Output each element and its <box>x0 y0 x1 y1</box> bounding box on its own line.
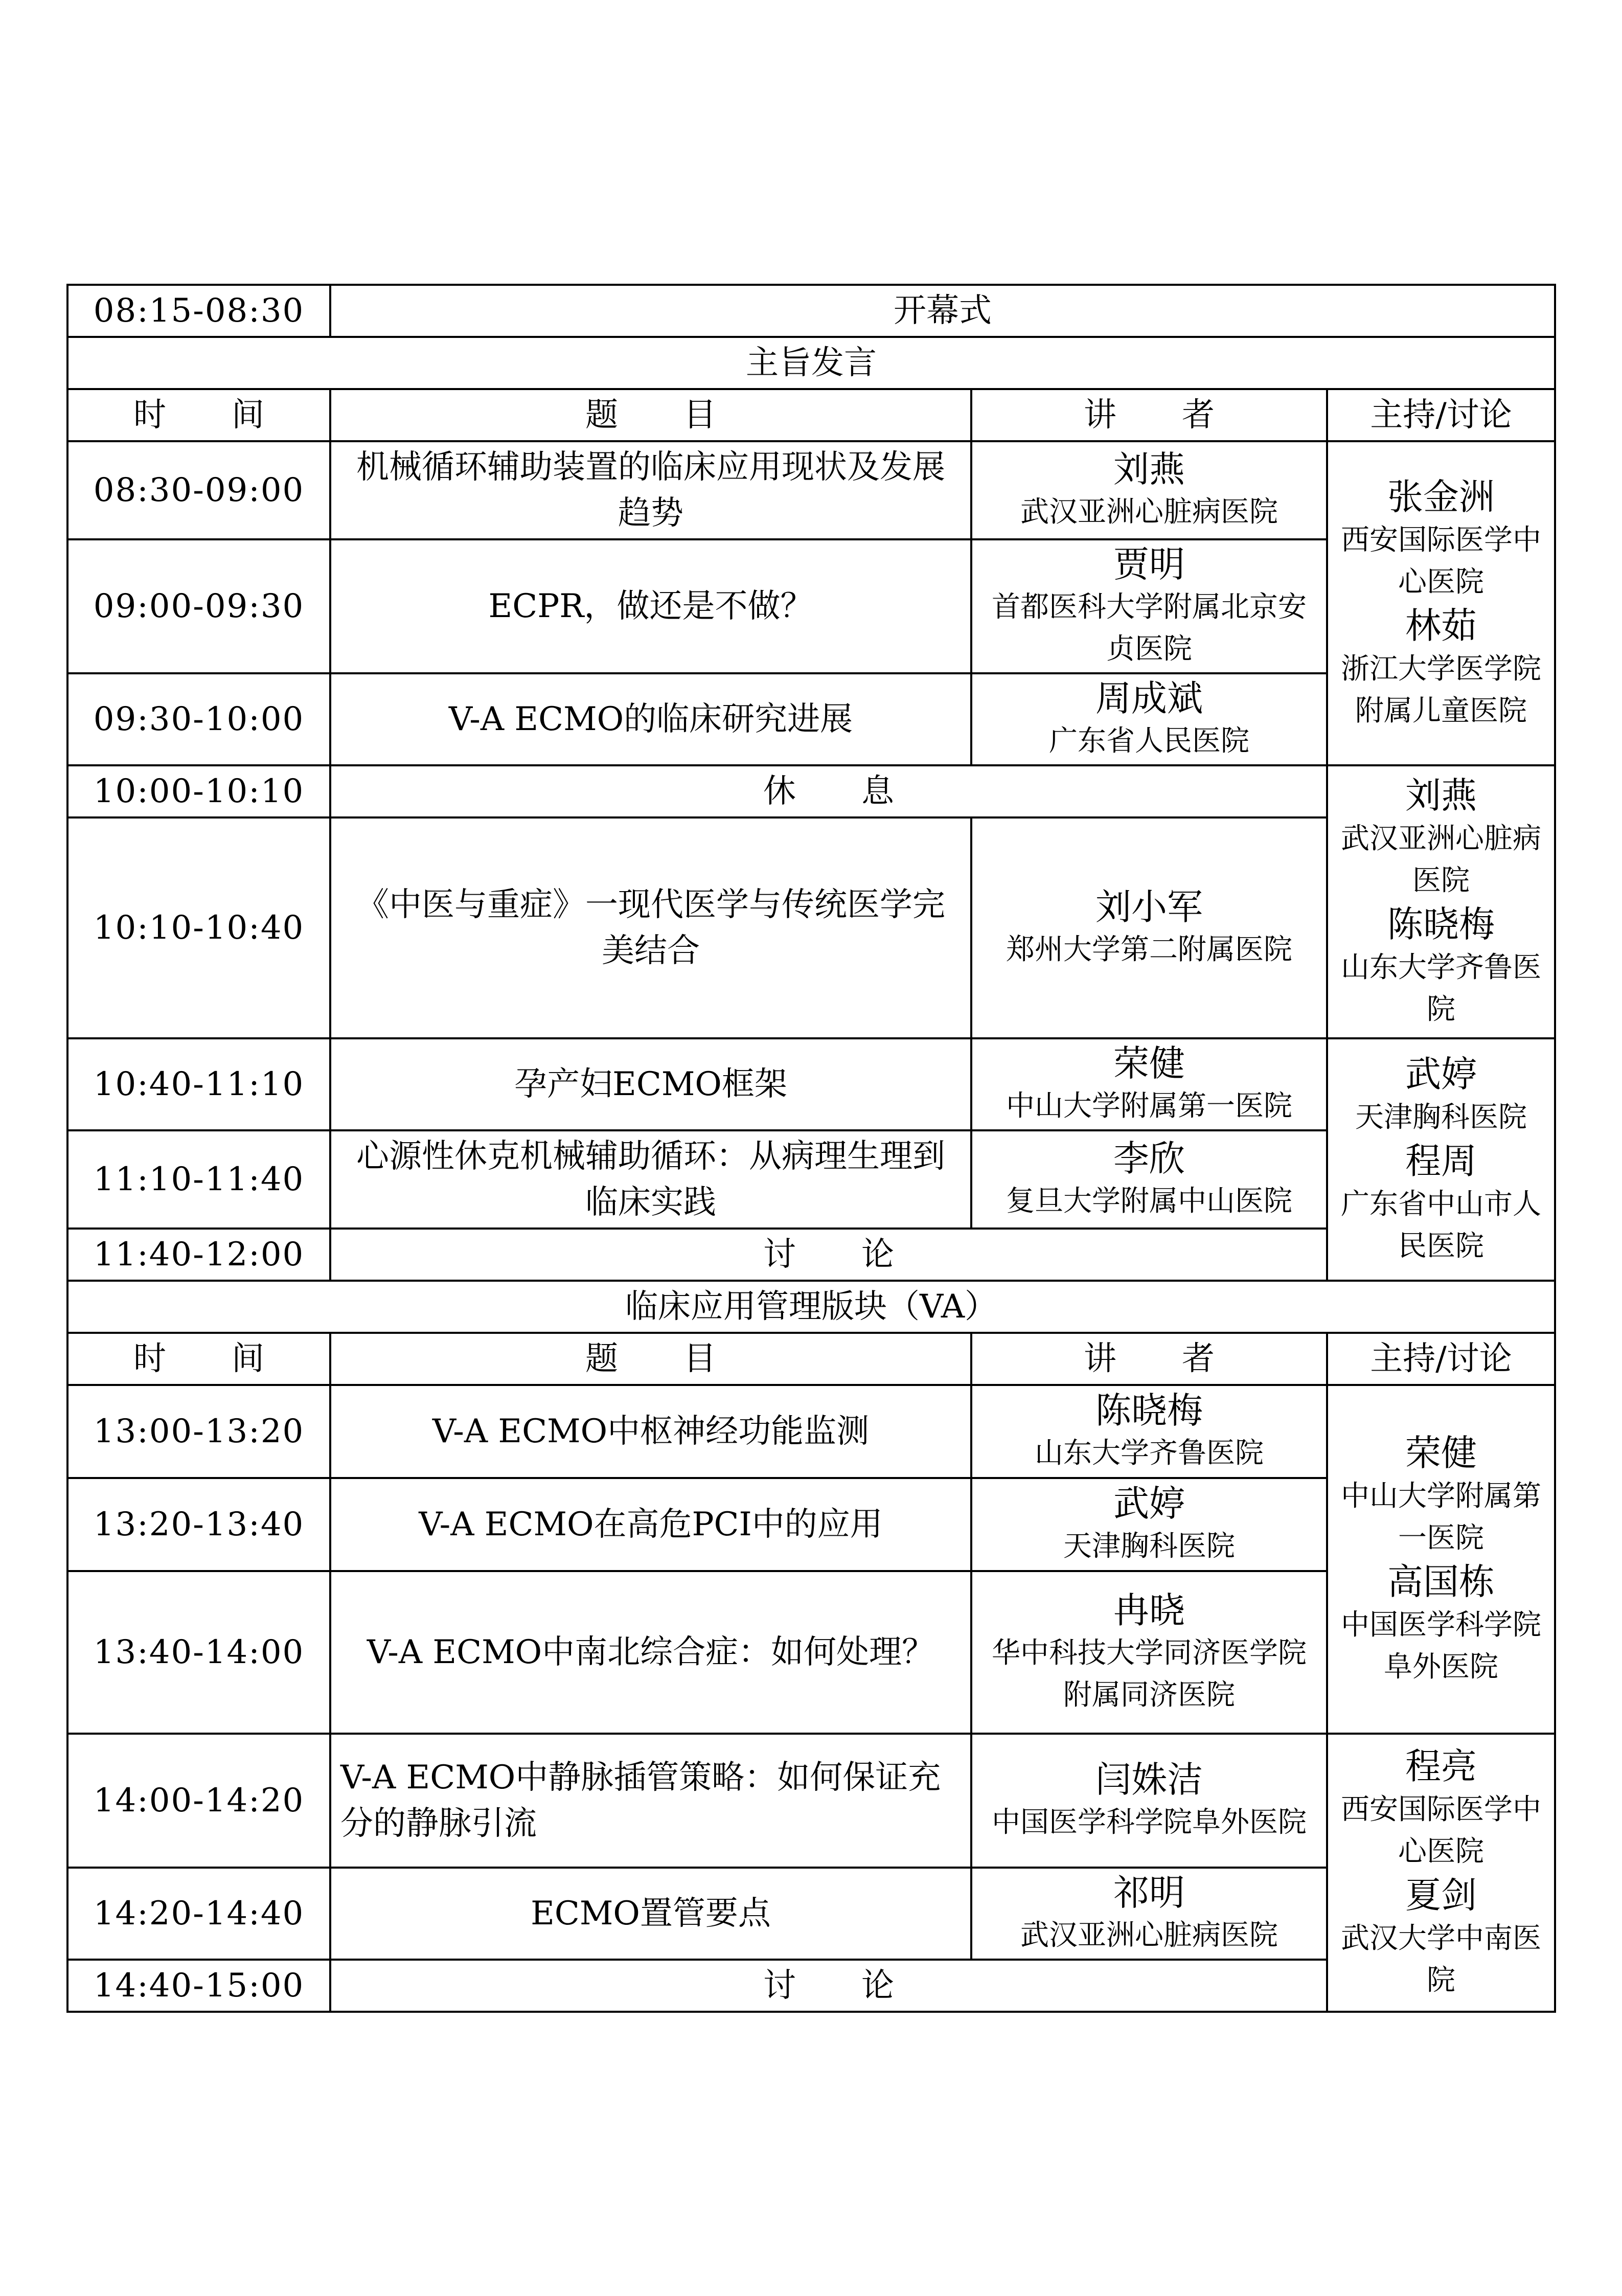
table-row <box>67 765 1555 817</box>
speaker-cell <box>971 673 1327 765</box>
speaker-org: 华中科技大学同济医学院附属同济医院 <box>992 1636 1307 1712</box>
host-name: 林茹 <box>1405 605 1477 647</box>
host-org: 西安国际医学中心医院 <box>1341 1793 1541 1868</box>
time-cell: 10:10-10:40 <box>67 817 330 1038</box>
host-name: 武婷 <box>1405 1053 1477 1095</box>
header-row <box>67 389 1555 441</box>
time-cell: 13:00-13:20 <box>67 1385 330 1478</box>
speaker-org: 广东省人民医院 <box>1049 724 1249 758</box>
topic-cell: 孕产妇ECMO框架 <box>330 1038 971 1130</box>
speaker-cell <box>971 539 1327 673</box>
topic-cell: 心源性休克机械辅助循环：从病理生理到临床实践 <box>330 1130 971 1229</box>
time-cell: 09:00-09:30 <box>67 539 330 673</box>
column-header-time: 时 间 <box>67 1333 330 1385</box>
speaker-org: 首都医科大学附属北京安贞医院 <box>992 590 1307 666</box>
host-org: 武汉亚洲心脏病医院 <box>1341 822 1541 897</box>
column-header-topic: 题 目 <box>330 1333 971 1385</box>
speaker-cell <box>971 1868 1327 1960</box>
time-cell: 11:10-11:40 <box>67 1130 330 1229</box>
host-cell <box>1327 1385 1555 1734</box>
speaker-cell <box>971 1734 1327 1868</box>
speaker-org: 武汉亚洲心脏病医院 <box>1020 1919 1278 1952</box>
time-cell: 10:00-10:10 <box>67 765 330 817</box>
discussion-cell: 讨 论 <box>330 1960 1327 2012</box>
speaker-cell <box>971 1478 1327 1571</box>
speaker-org: 山东大学齐鲁医院 <box>1035 1437 1264 1470</box>
column-header-time: 时 间 <box>67 389 330 441</box>
host-name: 程周 <box>1405 1140 1477 1182</box>
speaker-org: 郑州大学第二附属医院 <box>1006 933 1292 966</box>
table-row <box>67 1038 1555 1130</box>
topic-cell: V-A ECMO在高危PCI中的应用 <box>330 1478 971 1571</box>
speaker-name: 刘小军 <box>1095 886 1203 928</box>
time-cell: 09:30-10:00 <box>67 673 330 765</box>
agenda-page <box>66 284 1554 2013</box>
speaker-name: 刘燕 <box>1113 448 1185 490</box>
host-cell <box>1327 441 1555 765</box>
topic-cell: 机械循环辅助装置的临床应用现状及发展趋势 <box>330 441 971 539</box>
speaker-cell <box>971 817 1327 1038</box>
section-title: 临床应用管理版块（VA） <box>67 1281 1555 1333</box>
host-org: 中国医学科学院阜外医院 <box>1341 1608 1541 1684</box>
time-cell: 14:20-14:40 <box>67 1868 330 1960</box>
time-cell: 08:15-08:30 <box>67 285 330 337</box>
host-name: 刘燕 <box>1405 775 1477 816</box>
speaker-name: 贾明 <box>1113 543 1185 585</box>
topic-cell: V-A ECMO中枢神经功能监测 <box>330 1385 971 1478</box>
time-cell: 11:40-12:00 <box>67 1229 330 1281</box>
time-cell: 08:30-09:00 <box>67 441 330 539</box>
host-org: 天津胸科医院 <box>1355 1101 1527 1134</box>
host-name: 张金洲 <box>1387 476 1495 518</box>
column-header-host: 主持/讨论 <box>1327 389 1555 441</box>
column-header-topic: 题 目 <box>330 389 971 441</box>
speaker-name: 冉晓 <box>1113 1589 1185 1631</box>
speaker-name: 李欣 <box>1113 1138 1185 1179</box>
topic-cell: 《中医与重症》一现代医学与传统医学完美结合 <box>330 817 971 1038</box>
section-row <box>67 337 1555 389</box>
table-row <box>67 441 1555 539</box>
speaker-org: 复旦大学附属中山医院 <box>1006 1185 1292 1218</box>
host-org: 广东省中山市人民医院 <box>1341 1188 1541 1263</box>
host-cell <box>1327 1038 1555 1281</box>
speaker-name: 武婷 <box>1113 1483 1185 1525</box>
column-header-host: 主持/讨论 <box>1327 1333 1555 1385</box>
speaker-org: 天津胸科医院 <box>1063 1530 1235 1563</box>
host-name: 夏剑 <box>1405 1874 1477 1916</box>
speaker-cell <box>971 1385 1327 1478</box>
discussion-cell: 讨 论 <box>330 1229 1327 1281</box>
table-row <box>67 1734 1555 1868</box>
speaker-name: 陈晓梅 <box>1095 1390 1203 1431</box>
host-name: 高国栋 <box>1387 1561 1495 1603</box>
speaker-name: 周成斌 <box>1095 677 1203 719</box>
host-org: 武汉大学中南医院 <box>1341 1922 1541 1997</box>
speaker-org: 武汉亚洲心脏病医院 <box>1020 495 1278 529</box>
opening-title: 开幕式 <box>330 285 1555 337</box>
header-row <box>67 1333 1555 1385</box>
section-row <box>67 1281 1555 1333</box>
speaker-cell <box>971 1130 1327 1229</box>
host-org: 中山大学附属第一医院 <box>1341 1480 1541 1555</box>
section-title: 主旨发言 <box>67 337 1555 389</box>
speaker-org: 中山大学附属第一医院 <box>1006 1089 1292 1123</box>
topic-cell: ECMO置管要点 <box>330 1868 971 1960</box>
host-org: 西安国际医学中心医院 <box>1341 524 1541 599</box>
host-cell <box>1327 765 1555 1038</box>
speaker-cell <box>971 1038 1327 1130</box>
agenda-table <box>66 284 1556 2013</box>
topic-cell: V-A ECMO中南北综合症：如何处理？ <box>330 1571 971 1734</box>
topic-cell: V-A ECMO的临床研究进展 <box>330 673 971 765</box>
topic-cell: ECPR，做还是不做？ <box>330 539 971 673</box>
time-cell: 13:20-13:40 <box>67 1478 330 1571</box>
table-row <box>67 1385 1555 1478</box>
time-cell: 14:00-14:20 <box>67 1734 330 1868</box>
column-header-speaker: 讲 者 <box>971 1333 1327 1385</box>
table-row <box>67 285 1555 337</box>
host-name: 程亮 <box>1405 1745 1477 1787</box>
topic-cell: V-A ECMO中静脉插管策略：如何保证充分的静脉引流 <box>330 1734 971 1868</box>
time-cell: 13:40-14:00 <box>67 1571 330 1734</box>
break-cell: 休 息 <box>330 765 1327 817</box>
speaker-name: 祁明 <box>1113 1872 1185 1914</box>
host-cell <box>1327 1734 1555 2012</box>
time-cell: 14:40-15:00 <box>67 1960 330 2012</box>
column-header-speaker: 讲 者 <box>971 389 1327 441</box>
time-cell: 10:40-11:10 <box>67 1038 330 1130</box>
speaker-org: 中国医学科学院阜外医院 <box>992 1806 1307 1839</box>
host-name: 荣健 <box>1405 1432 1477 1474</box>
host-org: 山东大学齐鲁医院 <box>1341 951 1541 1026</box>
speaker-cell <box>971 1571 1327 1734</box>
speaker-name: 闫姝洁 <box>1095 1759 1203 1801</box>
host-name: 陈晓梅 <box>1387 903 1495 945</box>
speaker-name: 荣健 <box>1113 1042 1185 1084</box>
host-org: 浙江大学医学院附属儿童医院 <box>1341 652 1541 728</box>
speaker-cell <box>971 441 1327 539</box>
